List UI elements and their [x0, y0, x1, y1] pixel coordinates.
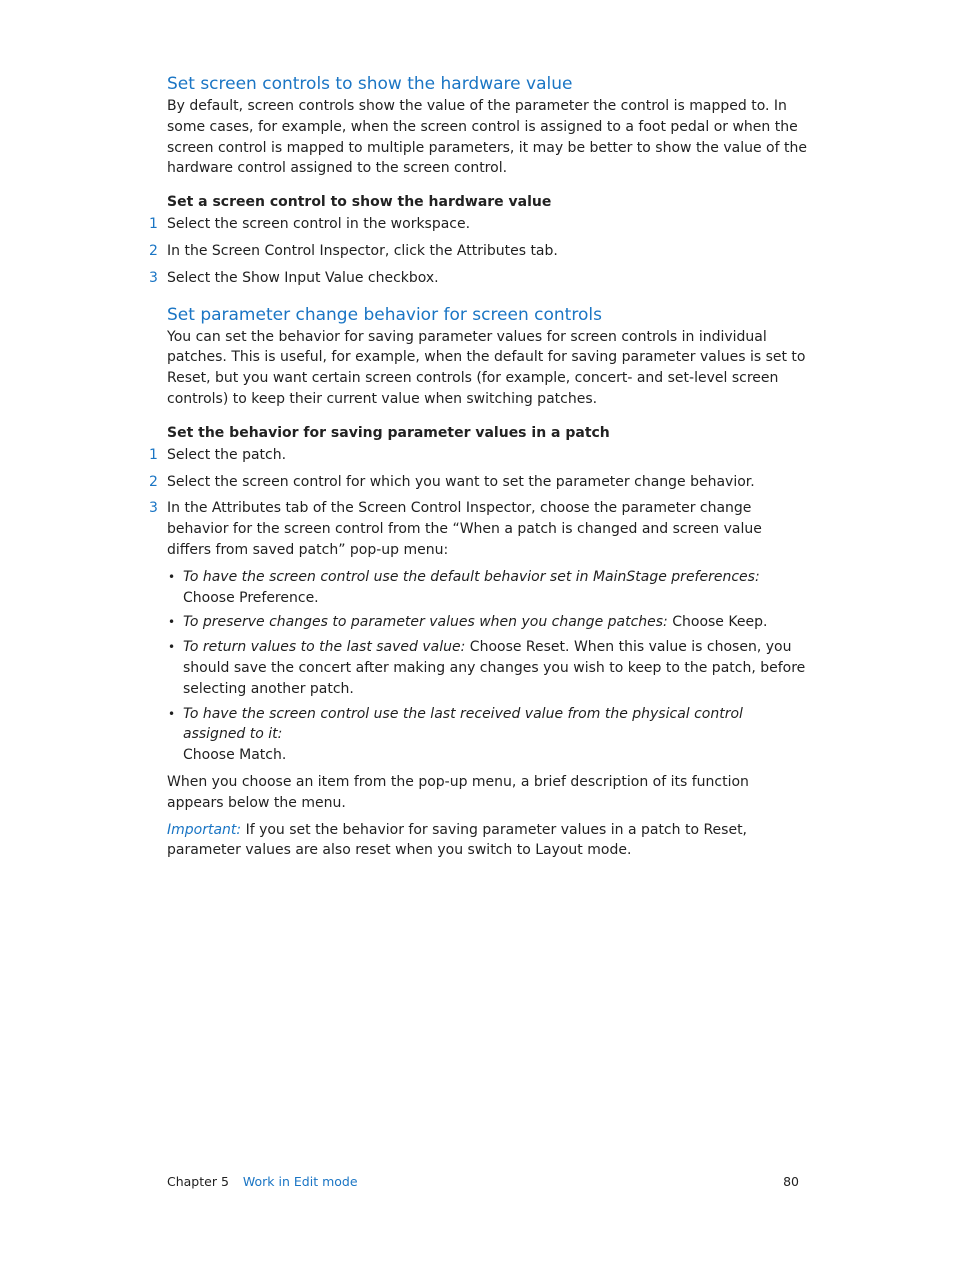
step-number: 2: [149, 242, 158, 259]
after-note: When you choose an item from the pop-up menu, a brief description of its function appears below the menu.: [167, 773, 749, 811]
list-item: [149, 498, 807, 560]
list-item: [149, 214, 807, 235]
step-number: 3: [149, 269, 158, 286]
bullet-text: Choose Keep.: [667, 614, 768, 631]
bullet-text: Choose Preference.: [183, 589, 319, 606]
bullet-text: Choose Reset. When this value is chosen, you should save the concert after making any changes you wish to keep to the patch, before selecting another patch.: [183, 639, 806, 697]
steps-list-parameter-change: [149, 445, 807, 561]
step-number: 2: [149, 473, 158, 490]
bullet-mark: •: [168, 569, 176, 584]
important-label: Important:: [167, 821, 242, 838]
section-heading-parameter-change: Set parameter change behavior for screen controls: [167, 304, 602, 325]
list-item: [149, 241, 807, 262]
page-content: [149, 72, 807, 861]
list-item: [149, 472, 807, 493]
bullet-lead: To return values to the last saved value:: [183, 639, 466, 656]
page-footer: [167, 1173, 799, 1191]
important-text: If you set the behavior for saving parameter values in a patch to Reset, parameter values are also reset when you switch to Layout mode.: [167, 821, 748, 859]
step-text: Select the patch.: [167, 446, 287, 463]
footer-chapter: Chapter 5: [167, 1174, 229, 1189]
list-item: [168, 704, 807, 766]
step-text: Select the screen control for which you want to set the parameter change behavior.: [167, 473, 755, 490]
section-intro-parameter-change: You can set the behavior for saving parameter values for screen controls in individual patches. This is useful, for example, when the default for saving parameter values is set to Reset, but you want certain screen controls (for example, concert- and set-level screen controls) to keep their current value when switching patches.: [167, 328, 806, 407]
page-number: 80: [783, 1174, 799, 1189]
footer-chapter-title-link[interactable]: Work in Edit mode: [242, 1174, 358, 1189]
bullet-mark: •: [168, 706, 176, 721]
bullet-lead: To have the screen control use the default behavior set in MainStage preferences:: [183, 568, 760, 585]
task-title-parameter-change: Set the behavior for saving parameter values in a patch: [167, 424, 610, 441]
step-text: Select the screen control in the workspace.: [167, 216, 471, 233]
important-note: [167, 820, 807, 862]
bullet-lead: To have the screen control use the last received value from the physical control assigned to it:: [183, 705, 743, 743]
options-bullet-list: [167, 567, 807, 766]
bullet-text: Choose Match.: [183, 747, 287, 764]
list-item: [168, 637, 807, 699]
list-item: [168, 567, 807, 609]
section-intro-hardware-value: By default, screen controls show the value of the parameter the control is mapped to. In some cases, for example, when the screen control is assigned to a foot pedal or when the screen control is mapped to multiple parameters, it may be better to show the value of the hardware control assigned to the screen control.: [167, 98, 807, 177]
list-item: [149, 268, 807, 289]
list-item: [149, 445, 807, 466]
step-number: 1: [149, 216, 158, 233]
step-number: 3: [149, 500, 158, 517]
step-text: In the Screen Control Inspector, click the Attributes tab.: [167, 242, 558, 259]
list-item: [168, 612, 807, 633]
bullet-mark: •: [168, 615, 176, 630]
task-title-hardware-value: Set a screen control to show the hardware value: [167, 194, 552, 211]
step-text: Select the Show Input Value checkbox.: [167, 269, 439, 286]
step-number: 1: [149, 446, 158, 463]
steps-list-hardware-value: [149, 214, 807, 288]
bullet-mark: •: [168, 640, 176, 655]
step-text: In the Attributes tab of the Screen Control Inspector, choose the parameter change behavior for the screen control from the “When a patch is changed and screen value differs from saved patch” pop-up menu:: [167, 500, 762, 558]
section-heading-hardware-value: Set screen controls to show the hardware value: [167, 74, 573, 94]
bullet-lead: To preserve changes to parameter values when you change patches:: [183, 614, 668, 631]
